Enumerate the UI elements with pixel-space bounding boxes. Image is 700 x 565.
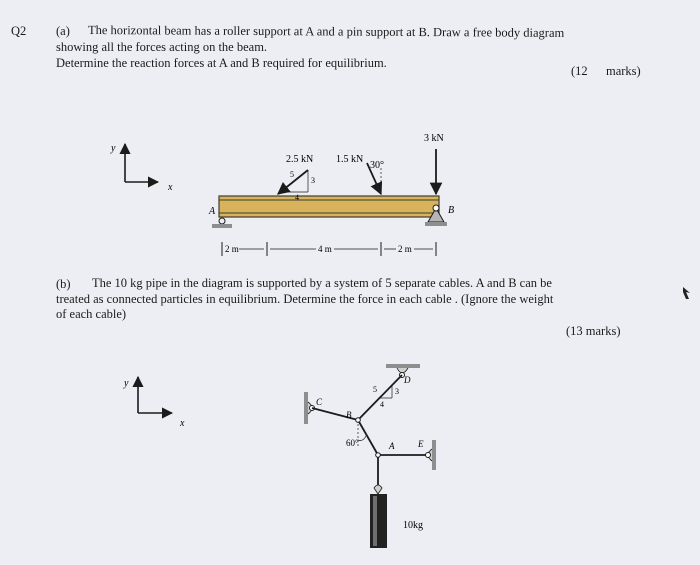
mass-label: 10kg bbox=[403, 520, 423, 531]
force-2-5kn bbox=[278, 154, 315, 202]
part-a-label: (a) bbox=[56, 24, 70, 38]
point-c-label: C bbox=[316, 397, 323, 407]
wall-c bbox=[304, 392, 308, 424]
axes-a bbox=[110, 143, 173, 193]
part-a-line-1: The horizontal beam has a roller support at A and a pin support at B. Draw a free body diagram bbox=[87, 23, 565, 40]
part-b-line-2: treated as connected particles in equilibrium. Determine the force in each cable . (Ignore the weight bbox=[56, 292, 554, 306]
dim-3-label: 2 m bbox=[398, 244, 412, 254]
part-a-line-3: Determine the reaction forces at A and B required for equilibrium. bbox=[56, 56, 387, 70]
cable-ab bbox=[358, 420, 378, 455]
point-e-label: E bbox=[418, 439, 424, 449]
pipe-highlight bbox=[373, 496, 377, 546]
joint-e bbox=[426, 453, 431, 458]
point-a-label: A bbox=[389, 441, 395, 451]
slope-b-3: 3 bbox=[395, 387, 399, 396]
dimension-line bbox=[222, 242, 436, 256]
axis-a-y-label: y bbox=[111, 143, 116, 154]
wall-e bbox=[432, 440, 436, 470]
support-a-label: A bbox=[209, 206, 216, 217]
pin-ground bbox=[425, 222, 447, 226]
part-a-marks-number: (12 bbox=[571, 64, 588, 78]
part-a-marks-word: marks) bbox=[606, 64, 641, 78]
part-b-marks: (13 marks) bbox=[566, 324, 621, 338]
joint-a bbox=[376, 453, 381, 458]
force-1-5kn-label: 1.5 kN bbox=[336, 154, 364, 165]
force-2-5kn-label: 2.5 kN bbox=[286, 154, 314, 165]
axes-b bbox=[123, 377, 185, 429]
dim-1-label: 2 m bbox=[225, 244, 239, 254]
force-3kn bbox=[424, 133, 444, 194]
support-e bbox=[426, 440, 437, 470]
question-number: Q2 bbox=[11, 24, 27, 38]
force-1-5kn bbox=[336, 154, 384, 195]
axis-a-x-label: x bbox=[168, 182, 173, 193]
slope-a-5: 5 bbox=[290, 170, 294, 179]
angle-arc bbox=[358, 436, 366, 441]
beam bbox=[219, 196, 439, 217]
roller-ground bbox=[212, 224, 232, 228]
slope-a-4: 4 bbox=[295, 193, 299, 202]
part-b-line-3: of each cable) bbox=[56, 307, 127, 321]
point-d-label: D bbox=[404, 375, 411, 385]
angle-60-label: 60° bbox=[346, 438, 359, 448]
hook bbox=[374, 485, 382, 494]
part-b-line-1: The 10 kg pipe in the diagram is supported by a system of 5 separate cables. A and B can be bbox=[92, 276, 552, 290]
axis-b-x-label: x bbox=[180, 418, 185, 429]
pin-joint bbox=[433, 205, 439, 211]
cursor-icon bbox=[683, 287, 690, 299]
roller-wheel bbox=[219, 218, 225, 224]
cables bbox=[312, 375, 428, 486]
support-d bbox=[386, 364, 420, 385]
part-a-line-2: showing all the forces acting on the beam. bbox=[56, 40, 268, 54]
cable-bd bbox=[358, 375, 402, 420]
point-b-label: B bbox=[346, 410, 352, 420]
beam-body bbox=[219, 196, 439, 217]
part-b-label: (b) bbox=[56, 277, 71, 291]
joint-b bbox=[356, 418, 361, 423]
slope-a-3: 3 bbox=[311, 176, 315, 185]
ceiling-d bbox=[386, 364, 420, 368]
support-b-label: B bbox=[448, 205, 455, 216]
pipe-body bbox=[370, 494, 387, 548]
slope-b-4: 4 bbox=[380, 400, 384, 409]
slope-triangle-b bbox=[373, 385, 399, 409]
force-3kn-label: 3 kN bbox=[424, 133, 444, 144]
dim-2-label: 4 m bbox=[318, 244, 332, 254]
hanging-pipe bbox=[370, 485, 423, 548]
axis-b-y-label: y bbox=[124, 378, 129, 389]
slope-b-5: 5 bbox=[373, 385, 377, 394]
angle-30-label: 30° bbox=[370, 160, 384, 171]
